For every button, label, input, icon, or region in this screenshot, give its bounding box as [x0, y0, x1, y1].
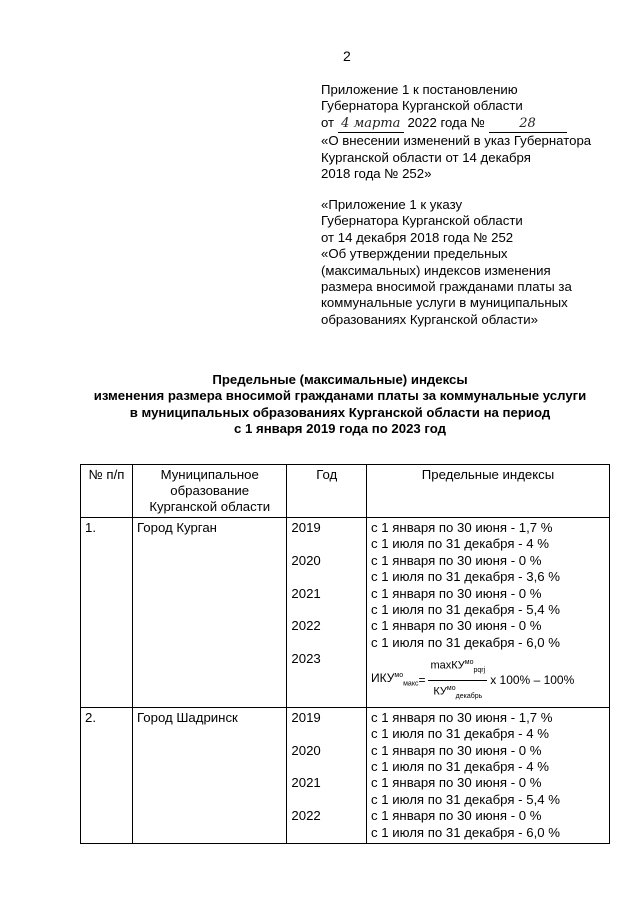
indices-table: [80, 464, 610, 844]
index-line: с 1 июля по 31 декабря - 4 %: [371, 536, 549, 552]
table-header-row: [81, 465, 610, 518]
decree-line: от 14 декабря 2018 года № 252: [321, 229, 514, 245]
title-line: Предельные (максимальные) индексы: [212, 372, 468, 387]
index-line: с 1 января по 30 июня - 1,7 %: [371, 520, 553, 535]
year-cell: 2020: [291, 552, 321, 568]
row-years: [287, 518, 367, 708]
decree-line: образованиях Курганской области»: [321, 311, 539, 327]
appendix-line: Губернатора Курганской области: [321, 98, 523, 114]
title-line: с 1 января 2019 года по 2023 год: [234, 421, 446, 437]
index-line: с 1 января по 30 июня - 0 %: [371, 618, 542, 634]
handwritten-number: 28: [489, 116, 567, 133]
page-number: 2: [343, 48, 351, 64]
header-num: № п/п: [81, 465, 133, 518]
row-years: [287, 707, 367, 843]
index-line: с 1 июля по 31 декабря - 5,4 %: [371, 602, 560, 618]
index-formula: $ИКУ^{мо}_{макс}$ = $\frac{\max КУ^{мо}_{pqrj}}{КУ^{мо}_{декабрь}}$ x 100% – 100%: [371, 655, 605, 705]
document-title: [60, 372, 620, 438]
appendix-line: Курганской области от 14 декабря: [321, 149, 531, 165]
year-cell: 2022: [291, 808, 321, 824]
decree-line: (максимальных) индексов изменения: [321, 262, 551, 278]
index-line: с 1 июля по 31 декабря - 6,0 %: [371, 634, 560, 650]
row-municipality: Город Шадринск: [133, 707, 287, 843]
year-cell: 2020: [291, 742, 321, 758]
index-line: с 1 января по 30 июня - 0 %: [371, 742, 542, 758]
formula-fraction: $\frac{\max КУ^{мо}_{pqrj}}{КУ^{мо}_{декабрь}}$: [428, 655, 487, 705]
index-line: с 1 июля по 31 декабря - 4 %: [371, 758, 549, 774]
appendix-block: [321, 82, 621, 182]
decree-line: «Об утверждении предельных: [321, 246, 508, 262]
formula-lhs: $ИКУ^{мо}_{макс}$: [371, 670, 419, 687]
row-num: 1.: [81, 518, 133, 708]
index-line: с 1 июля по 31 декабря - 3,6 %: [371, 569, 560, 585]
row-indices: [367, 518, 610, 708]
decree-line: «Приложение 1 к указу: [321, 197, 463, 212]
index-line: с 1 января по 30 июня - 0 %: [371, 585, 542, 601]
year-cell: 2023: [291, 651, 321, 667]
table-row: [81, 707, 610, 843]
formula-tail: x 100% – 100%: [490, 672, 575, 687]
title-line: изменения размера вносимой гражданами платы за коммунальные услуги: [93, 388, 587, 404]
header-year: Год: [287, 465, 367, 518]
year-cell: 2019: [291, 709, 321, 725]
date-middle: 2022 года №: [407, 114, 485, 130]
index-line: с 1 июля по 31 декабря - 5,4 %: [371, 791, 560, 807]
appendix-line: «О внесении изменений в указ Губернатора: [321, 133, 592, 149]
title-line: в муниципальных образованиях Курганской области на период: [129, 404, 551, 420]
year-cell: 2021: [291, 585, 321, 601]
decree-line: Губернатора Курганской области: [321, 213, 523, 229]
year-cell: 2021: [291, 775, 321, 791]
appendix-date-line: [321, 115, 621, 133]
handwritten-date: 4 марта: [338, 116, 404, 133]
index-line: с 1 января по 30 июня - 0 %: [371, 808, 542, 824]
date-prefix: от: [321, 114, 335, 130]
row-num: 2.: [81, 707, 133, 843]
appendix-line: 2018 года № 252»: [321, 166, 432, 182]
header-indices: Предельные индексы: [367, 465, 610, 518]
index-line: с 1 июля по 31 декабря - 4 %: [371, 726, 549, 742]
decree-line: размера вносимой гражданами платы за: [321, 279, 572, 295]
decree-line: коммунальные услуги в муниципальных: [321, 295, 568, 311]
index-line: с 1 июля по 31 декабря - 6,0 %: [371, 824, 560, 840]
year-cell: 2022: [291, 618, 321, 634]
index-line: с 1 января по 30 июня - 0 %: [371, 552, 542, 568]
row-municipality: Город Курган: [133, 518, 287, 708]
index-line: с 1 января по 30 июня - 0 %: [371, 775, 542, 791]
header-municipality: Муниципальное образование Курганской области: [133, 465, 287, 518]
year-cell: 2019: [291, 520, 321, 535]
row-indices: [367, 707, 610, 843]
appendix-line: Приложение 1 к постановлению: [321, 82, 518, 97]
table-row: [81, 518, 610, 708]
index-line: с 1 января по 30 июня - 1,7 %: [371, 709, 553, 725]
decree-block: [321, 197, 621, 328]
